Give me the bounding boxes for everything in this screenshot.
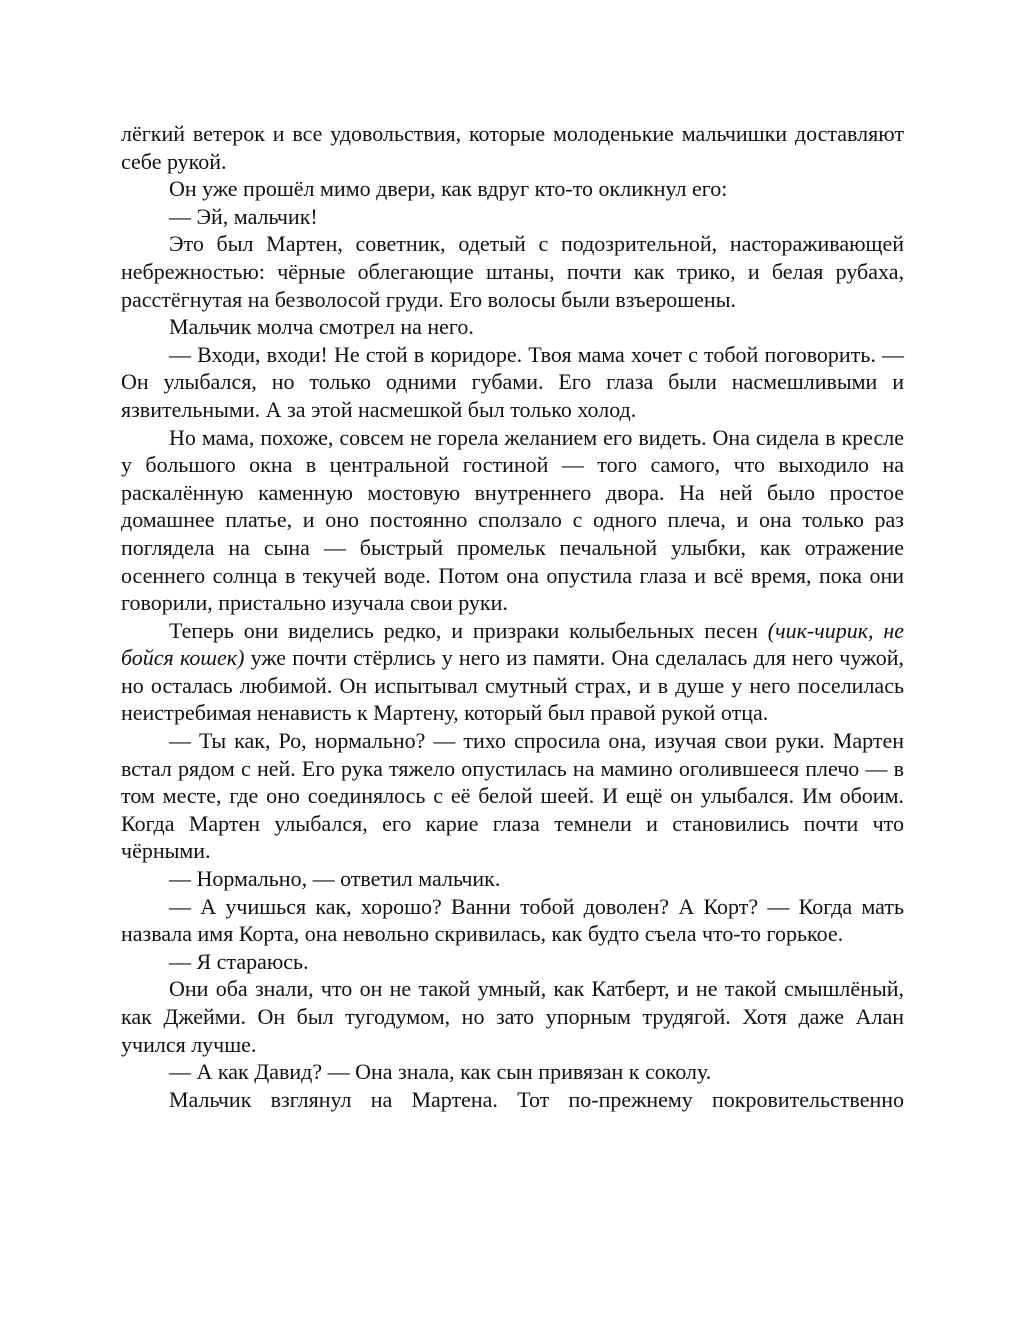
paragraph-text: уже почти стёрлись у него из памяти. Она сделалась для него чужой, но осталась любимой. Он испытывал смутный страх, и в душе у него поселилась неистребимая ненависть к Мартену, который был правой рукой отца. [121,645,904,726]
paragraph: — А учишься как, хорошо? Ванни тобой доволен? А Корт? — Когда мать назвала имя Корта, она невольно скривилась, как будто съела что-то горькое. [121,893,904,947]
paragraph: лёгкий ветерок и все удовольствия, которые молоденькие мальчишки доставляют себе рукой. [121,121,904,174]
paragraph: — Я стараюсь. [169,948,309,974]
paragraph: — А как Давид? — Она знала, как сын привязан к соколу. [169,1059,712,1085]
paragraph: Но мама, похоже, совсем не горела желанием его видеть. Она сидела в кресле у большого окна в центральной гостиной — того самого, что выходило на раскалённую каменную мостовую внутреннего двора. На ней было простое домашнее платье, и оно постоянно сползало с одного плеча, и она только раз поглядела на сына — быстрый промельк печальной улыбки, как отражение осеннего солнца в текучей воде. Потом она опустила глаза и всё время, пока они говорили, пристально изучала свои руки. [121,424,904,616]
paragraph: Мальчик молча смотрел на него. [169,314,474,340]
paragraph: Они оба знали, что он не такой умный, как Катберт, и не такой смышлёный, как Джейми. Он был тугодумом, но зато упорным трудягой. Хотя даже Алан учился лучше. [121,976,904,1057]
paragraph: — Ты как, Ро, нормально? — тихо спросила она, изучая свои руки. Мартен встал рядом с ней. Его рука тяжело опустилась на мамино оголившееся плечо — в том месте, где оно соединялось с её белой шеей. И ещё он улыбался. Им обоим. Когда Мартен улыбался, его карие глаза темнели и становились почти что чёрными. [121,728,904,864]
paragraph: Это был Мартен, советник, одетый с подозрительной, настораживающей небрежностью: чёрные облегающие штаны, почти как трико, и белая рубаха, расстёгнутая на безволосой груди. Его волосы были взъерошены. [121,231,904,312]
paragraph: Он уже прошёл мимо двери, как вдруг кто-то окликнул его: [169,176,728,202]
paragraph: — Входи, входи! Не стой в коридоре. Твоя мама хочет с тобой поговорить. — Он улыбался, но только одними губами. Его глаза были насмешливыми и язвительными. А за этой насмешкой был только холод. [121,341,904,422]
paragraph [121,617,904,727]
paragraph: Мальчик взглянул на Мартена. Тот по-прежнему покровительственно [169,1086,904,1112]
paragraph: — Нормально, — ответил мальчик. [169,866,501,892]
italic-text: (чик-чирик, не бойся кошек) [121,617,905,671]
document-page [121,120,904,1113]
paragraph: — Эй, мальчик! [169,203,318,229]
paragraph-text: Теперь они виделись редко, и призраки колыбельных песен [169,617,768,643]
